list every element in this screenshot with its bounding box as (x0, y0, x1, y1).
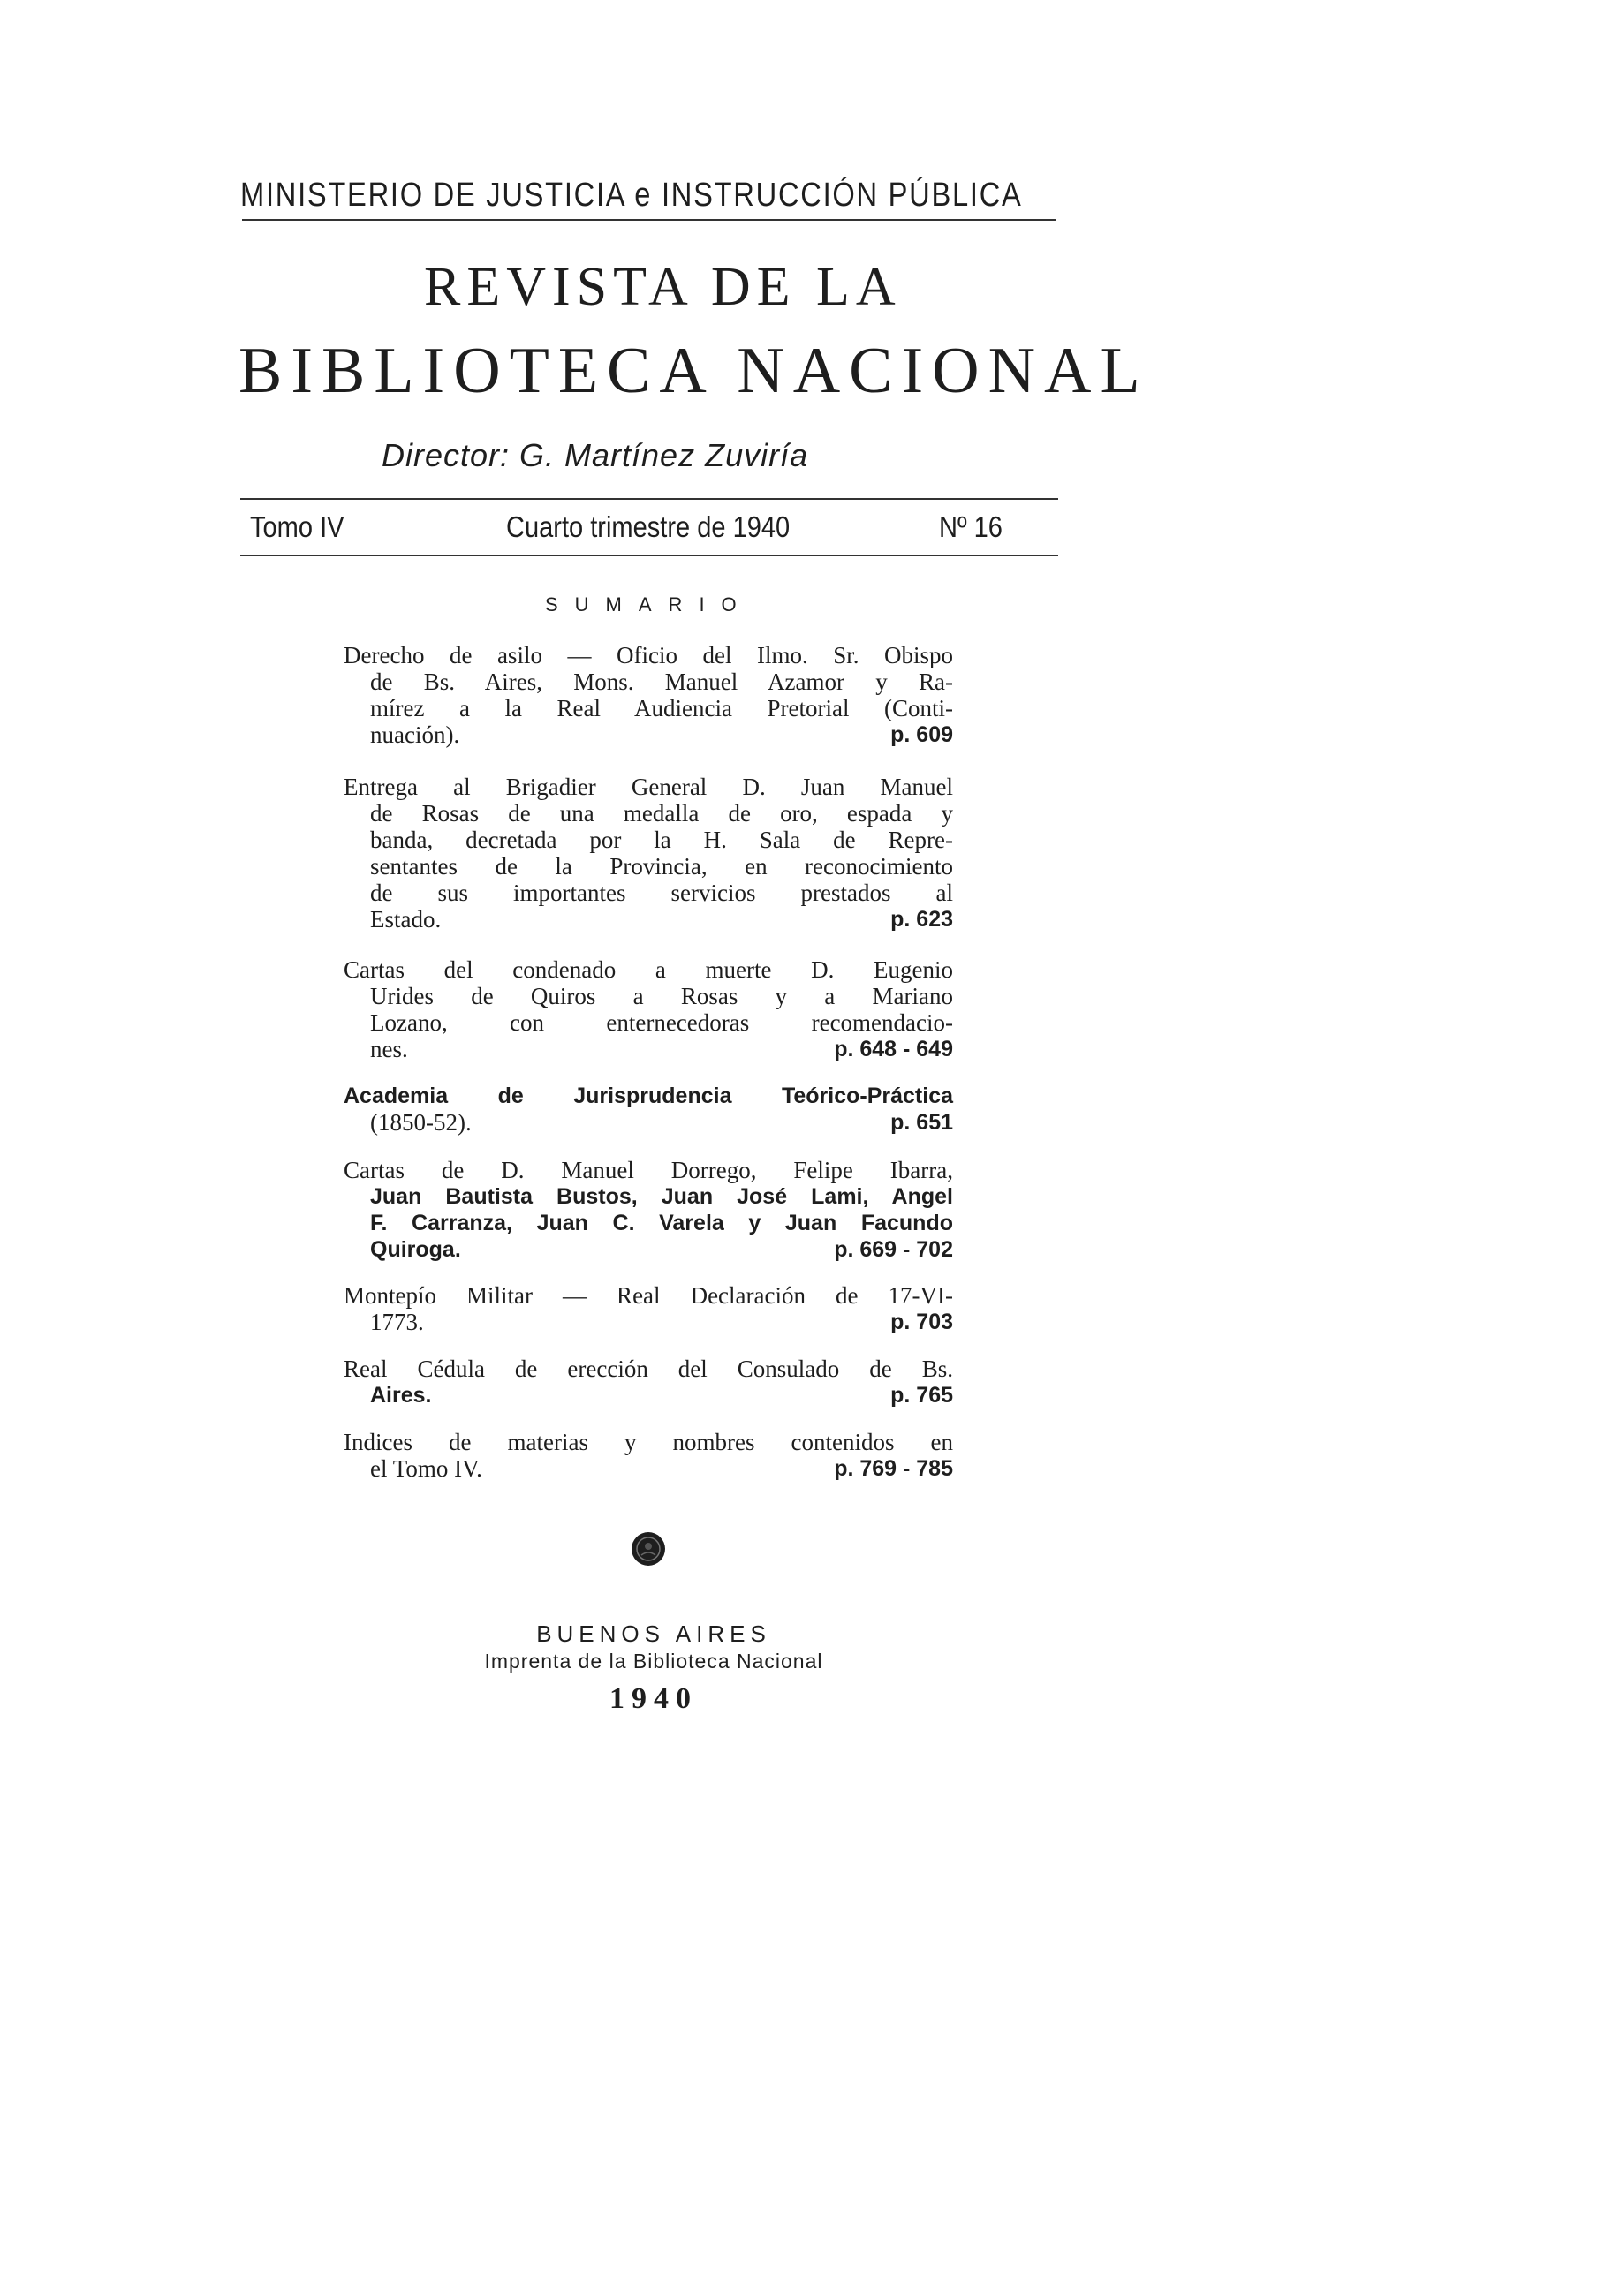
period-label: Cuarto trimestre de 1940 (506, 510, 791, 543)
toc-entry-line: sentantes de la Provincia, en reconocimiento (370, 853, 953, 880)
issue-info-row (250, 510, 1049, 549)
toc-entry (344, 1282, 953, 1335)
toc-entry-line: Cartas de D. Manuel Dorrego, Felipe Ibarra, (344, 1157, 953, 1183)
toc-entry-line: banda, decretada por la H. Sala de Repre- (370, 827, 953, 853)
toc-entry (344, 956, 953, 1062)
toc-entry-last-line (344, 1109, 953, 1136)
ministry-underline (242, 219, 1056, 221)
toc-entry-line: Academia de Jurisprudencia Teórico-Práctica (344, 1084, 953, 1108)
imprint-year: 1940 (609, 1682, 698, 1715)
toc-entry-line: (1850-52). (370, 1109, 472, 1136)
toc-entry-last-line (344, 721, 953, 748)
toc-page-ref: p. 623 (890, 907, 953, 932)
toc-page-ref: p. 669 - 702 (834, 1237, 953, 1262)
toc-entry-line: Indices de materias y nombres contenidos en (344, 1429, 953, 1455)
issue-rule-bottom (240, 555, 1058, 556)
imprint-printer: Imprenta de la Biblioteca Nacional (484, 1650, 823, 1673)
toc-entry-line: Quiroga. (370, 1237, 461, 1262)
contents-heading: SUMARIO (545, 593, 753, 616)
toc-entry-last-line (344, 1036, 953, 1062)
toc-entry-line: 1773. (370, 1309, 424, 1335)
toc-page-ref: p. 765 (890, 1383, 953, 1408)
toc-entry-line: nes. (370, 1036, 408, 1062)
toc-entry-line: Juan Bautista Bustos, Juan José Lami, Angel (370, 1184, 953, 1209)
toc-entry-last-line (344, 1309, 953, 1335)
toc-entry-line: de Rosas de una medalla de oro, espada y (370, 800, 953, 827)
toc-entry (344, 1157, 953, 1263)
toc-entry-line: Aires. (370, 1383, 432, 1408)
toc-entry-line: nuación). (370, 721, 460, 748)
toc-entry-line: Real Cédula de erección del Consulado de Bs. (344, 1356, 953, 1382)
toc-page-ref: p. 703 (890, 1310, 953, 1334)
toc-page-ref: p. 609 (890, 722, 953, 747)
issue-rule-top (240, 498, 1058, 500)
toc-entry-line: Estado. (370, 906, 442, 933)
toc-entry-line: Derecho de asilo — Oficio del Ilmo. Sr. Obispo (344, 642, 953, 668)
toc-entry (344, 1429, 953, 1482)
toc-entry-last-line (344, 1236, 953, 1263)
toc-entry (344, 1356, 953, 1409)
volume-label: Tomo IV (250, 510, 344, 543)
journal-title-line-1: REVISTA DE LA (424, 257, 902, 317)
toc-entry-last-line (344, 1455, 953, 1482)
toc-entry-last-line (344, 906, 953, 933)
library-seal-icon (631, 1531, 666, 1567)
toc-entry-line: Montepío Militar — Real Declaración de 17-VI- (344, 1282, 953, 1309)
toc-entry-line: Cartas del condenado a muerte D. Eugenio (344, 956, 953, 983)
toc-entry-last-line (344, 1382, 953, 1409)
journal-title-line-2: BIBLIOTECA NACIONAL (238, 335, 1149, 407)
toc-entry-line: Lozano, con enternecedoras recomendacio- (370, 1009, 953, 1036)
imprint-city: BUENOS AIRES (536, 1620, 771, 1647)
toc-entry-line: el Tomo IV. (370, 1455, 482, 1482)
toc-page-ref: p. 651 (890, 1110, 953, 1135)
director-line: Director: G. Martínez Zuviría (382, 437, 809, 473)
toc-entry-line: de sus importantes servicios prestados al (370, 880, 953, 906)
toc-entry-line: F. Carranza, Juan C. Varela y Juan Facundo (370, 1211, 953, 1235)
toc-entry-line: Urides de Quiros a Rosas y a Mariano (370, 983, 953, 1009)
toc-entry-line: de Bs. Aires, Mons. Manuel Azamor y Ra- (370, 668, 953, 695)
toc-entry (344, 642, 953, 748)
toc-page-ref: p. 648 - 649 (834, 1037, 953, 1061)
toc-page-ref: p. 769 - 785 (834, 1456, 953, 1481)
ministry-heading: MINISTERIO DE JUSTICIA e INSTRUCCIÓN PÚBLICA (240, 177, 1023, 214)
toc-entry-line: Entrega al Brigadier General D. Juan Manuel (344, 774, 953, 800)
toc-entry (344, 774, 953, 933)
toc-entry-line: mírez a la Real Audiencia Pretorial (Conti- (370, 695, 953, 721)
issue-number: Nº 16 (939, 510, 1003, 543)
toc-entry (344, 1083, 953, 1136)
